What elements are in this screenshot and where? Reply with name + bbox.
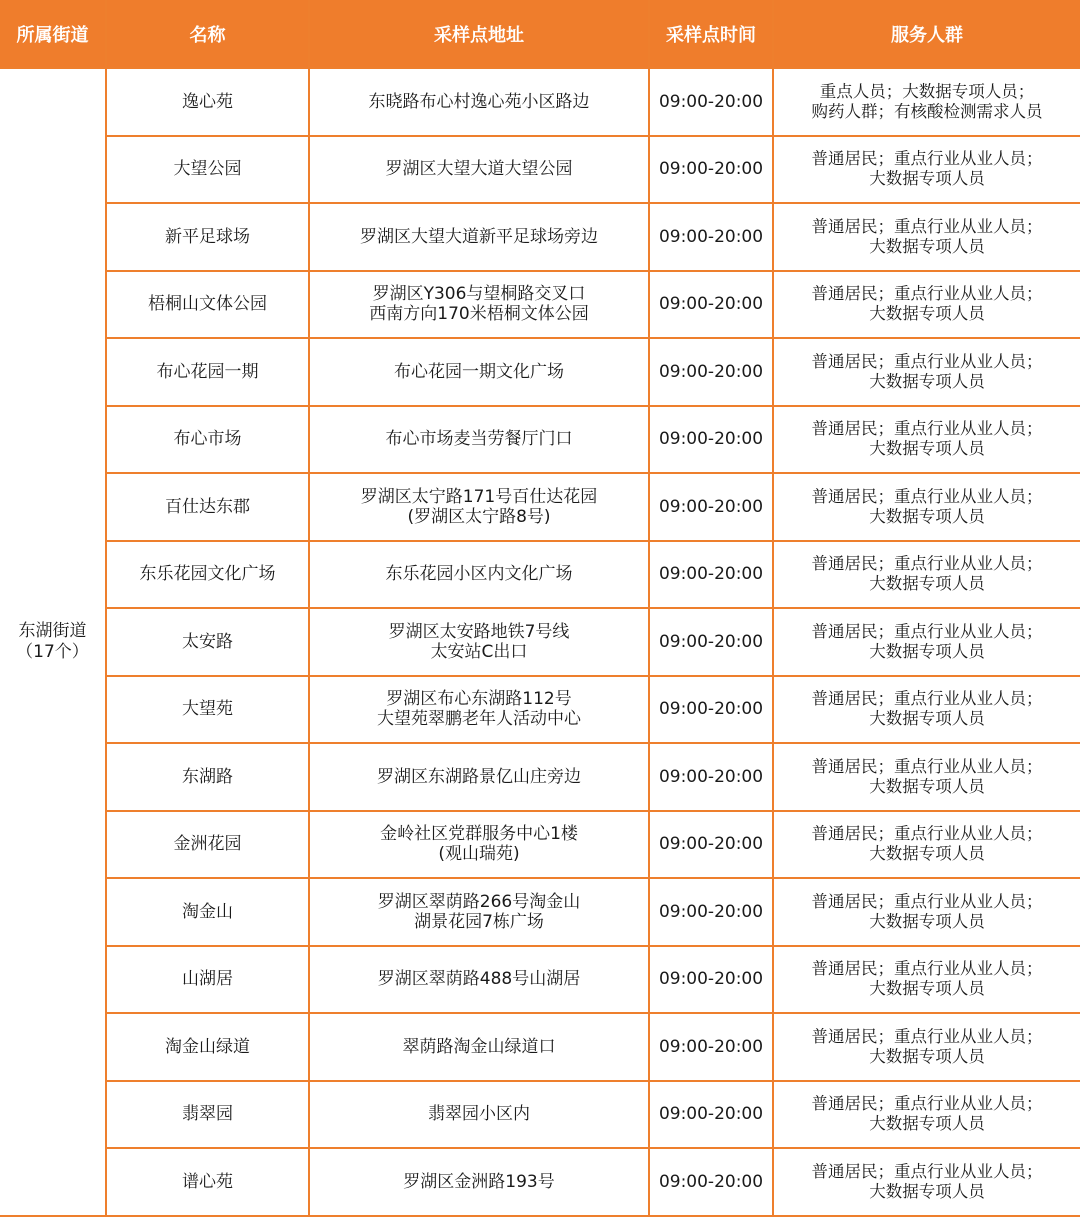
- table-row: [0, 473, 1080, 541]
- site-time: 09:00-20:00: [649, 676, 773, 744]
- site-service: [773, 608, 1080, 676]
- table-row: [0, 1148, 1080, 1216]
- service-line: 大数据专项人员: [869, 911, 985, 931]
- service-line: 大数据专项人员: [869, 506, 985, 526]
- site-address: [309, 676, 649, 744]
- site-service: [773, 68, 1080, 136]
- address-line: 罗湖区大望大道大望公园: [385, 159, 573, 180]
- service-line: 普通居民；重点行业从业人员；: [811, 689, 1043, 709]
- service-line: 普通居民；重点行业从业人员；: [811, 351, 1043, 371]
- address-line: 太安站C出口: [430, 641, 528, 662]
- site-service: [773, 676, 1080, 744]
- site-service: [773, 271, 1080, 339]
- table-row: [0, 811, 1080, 879]
- table-row: [0, 541, 1080, 609]
- service-line: 大数据专项人员: [869, 1114, 985, 1134]
- site-name: 东乐花园文化广场: [106, 541, 309, 609]
- site-service: [773, 406, 1080, 474]
- site-address: [309, 608, 649, 676]
- service-line: 普通居民；重点行业从业人员；: [811, 1026, 1043, 1046]
- site-name: 逸心苑: [106, 68, 309, 136]
- site-name: 山湖居: [106, 946, 309, 1014]
- address-line: 翡翠园小区内: [428, 1104, 530, 1125]
- table-row: [0, 136, 1080, 204]
- address-line: 大望苑翠鹏老年人活动中心: [377, 709, 581, 730]
- site-time: 09:00-20:00: [649, 541, 773, 609]
- site-time: 09:00-20:00: [649, 136, 773, 204]
- address-line: 罗湖区大望大道新平足球场旁边: [360, 226, 598, 247]
- site-name: 翡翠园: [106, 1081, 309, 1149]
- site-name: 太安路: [106, 608, 309, 676]
- site-time: 09:00-20:00: [649, 743, 773, 811]
- service-line: 普通居民；重点行业从业人员；: [811, 216, 1043, 236]
- site-service: [773, 338, 1080, 406]
- table-row: [0, 878, 1080, 946]
- header-name: 名称: [106, 0, 309, 68]
- site-service: [773, 1013, 1080, 1081]
- service-line: 普通居民；重点行业从业人员；: [811, 621, 1043, 641]
- site-name: 淘金山绿道: [106, 1013, 309, 1081]
- site-service: [773, 811, 1080, 879]
- district-name: 东湖街道: [18, 620, 87, 641]
- site-address: [309, 541, 649, 609]
- site-address: [309, 1013, 649, 1081]
- site-name: 东湖路: [106, 743, 309, 811]
- site-name: 布心市场: [106, 406, 309, 474]
- address-line: 罗湖区金洲路193号: [403, 1171, 555, 1192]
- service-line: 大数据专项人员: [869, 574, 985, 594]
- address-line: 湖景花园7栋广场: [414, 911, 544, 932]
- site-address: [309, 1081, 649, 1149]
- address-line: 西南方向170米梧桐文体公园: [369, 304, 589, 325]
- district-cell: [0, 68, 106, 1216]
- header-time: 采样点时间: [649, 0, 773, 68]
- site-time: 09:00-20:00: [649, 878, 773, 946]
- site-address: [309, 946, 649, 1014]
- address-line: 金岭社区党群服务中心1楼: [380, 824, 578, 845]
- service-line: 大数据专项人员: [869, 709, 985, 729]
- service-line: 大数据专项人员: [869, 169, 985, 189]
- service-line: 普通居民；重点行业从业人员；: [811, 486, 1043, 506]
- table-row: [0, 1013, 1080, 1081]
- address-line: 罗湖区布心东湖路112号: [386, 689, 572, 710]
- site-service: [773, 878, 1080, 946]
- address-line: 罗湖区太安路地铁7号线: [388, 621, 570, 642]
- site-service: [773, 1081, 1080, 1149]
- site-address: [309, 338, 649, 406]
- address-line: 罗湖区翠荫路488号山湖居: [377, 969, 581, 990]
- service-line: 普通居民；重点行业从业人员；: [811, 419, 1043, 439]
- address-line: 东晓路布心村逸心苑小区路边: [368, 91, 590, 112]
- service-line: 普通居民；重点行业从业人员；: [811, 1161, 1043, 1181]
- site-name: 金洲花园: [106, 811, 309, 879]
- site-address: [309, 1148, 649, 1216]
- service-line: 大数据专项人员: [869, 1046, 985, 1066]
- district-count: （17个）: [16, 641, 89, 662]
- site-time: 09:00-20:00: [649, 68, 773, 136]
- service-line: 购药人群；有核酸检测需求人员: [811, 101, 1043, 121]
- table-row: [0, 676, 1080, 744]
- address-line: 罗湖区翠荫路266号淘金山: [377, 891, 581, 912]
- site-name: 梧桐山文体公园: [106, 271, 309, 339]
- table-row: [0, 68, 1080, 136]
- table-row: [0, 1081, 1080, 1149]
- site-time: 09:00-20:00: [649, 811, 773, 879]
- service-line: 大数据专项人员: [869, 371, 985, 391]
- header-service: 服务人群: [773, 0, 1080, 68]
- service-line: 大数据专项人员: [869, 979, 985, 999]
- site-name: 布心花园一期: [106, 338, 309, 406]
- table-body: [0, 68, 1080, 1216]
- header-address: 采样点地址: [309, 0, 649, 68]
- site-name: 大望苑: [106, 676, 309, 744]
- service-line: 普通居民；重点行业从业人员；: [811, 284, 1043, 304]
- table-row: [0, 406, 1080, 474]
- site-address: [309, 136, 649, 204]
- site-time: 09:00-20:00: [649, 406, 773, 474]
- site-address: [309, 68, 649, 136]
- site-time: 09:00-20:00: [649, 473, 773, 541]
- site-address: [309, 811, 649, 879]
- site-service: [773, 743, 1080, 811]
- site-time: 09:00-20:00: [649, 946, 773, 1014]
- site-name: 谱心苑: [106, 1148, 309, 1216]
- site-time: 09:00-20:00: [649, 271, 773, 339]
- address-line: (观山瑞苑): [438, 844, 520, 865]
- site-time: 09:00-20:00: [649, 1081, 773, 1149]
- table-row: [0, 743, 1080, 811]
- site-name: 大望公园: [106, 136, 309, 204]
- service-line: 大数据专项人员: [869, 844, 985, 864]
- site-service: [773, 136, 1080, 204]
- service-line: 大数据专项人员: [869, 304, 985, 324]
- service-line: 普通居民；重点行业从业人员；: [811, 1094, 1043, 1114]
- service-line: 普通居民；重点行业从业人员；: [811, 824, 1043, 844]
- address-line: 罗湖区太宁路171号百仕达花园: [360, 486, 598, 507]
- service-line: 大数据专项人员: [869, 439, 985, 459]
- address-line: 布心市场麦当劳餐厅门口: [385, 429, 573, 450]
- site-service: [773, 203, 1080, 271]
- service-line: 普通居民；重点行业从业人员；: [811, 959, 1043, 979]
- site-address: [309, 473, 649, 541]
- service-line: 大数据专项人员: [869, 1181, 985, 1201]
- address-line: 东乐花园小区内文化广场: [385, 564, 573, 585]
- address-line: 翠荫路淘金山绿道口: [402, 1036, 556, 1057]
- service-line: 普通居民；重点行业从业人员；: [811, 891, 1043, 911]
- service-line: 普通居民；重点行业从业人员；: [811, 756, 1043, 776]
- service-line: 大数据专项人员: [869, 641, 985, 661]
- site-service: [773, 1148, 1080, 1216]
- service-line: 重点人员；大数据专项人员；: [819, 81, 1035, 101]
- site-time: 09:00-20:00: [649, 338, 773, 406]
- table-row: [0, 608, 1080, 676]
- site-service: [773, 541, 1080, 609]
- address-line: 布心花园一期文化广场: [394, 361, 564, 382]
- site-address: [309, 743, 649, 811]
- site-time: 09:00-20:00: [649, 203, 773, 271]
- service-line: 普通居民；重点行业从业人员；: [811, 149, 1043, 169]
- service-line: 大数据专项人员: [869, 776, 985, 796]
- site-address: [309, 203, 649, 271]
- site-service: [773, 473, 1080, 541]
- site-address: [309, 271, 649, 339]
- site-time: 09:00-20:00: [649, 1013, 773, 1081]
- address-line: 罗湖区Y306与望桐路交叉口: [372, 284, 586, 305]
- table-row: [0, 946, 1080, 1014]
- address-line: 罗湖区东湖路景亿山庄旁边: [377, 766, 581, 787]
- site-time: 09:00-20:00: [649, 608, 773, 676]
- site-address: [309, 878, 649, 946]
- table-row: [0, 203, 1080, 271]
- address-line: (罗湖区太宁路8号): [407, 506, 551, 527]
- site-name: 新平足球场: [106, 203, 309, 271]
- site-service: [773, 946, 1080, 1014]
- site-name: 百仕达东郡: [106, 473, 309, 541]
- table-row: [0, 271, 1080, 339]
- site-time: 09:00-20:00: [649, 1148, 773, 1216]
- header-district: 所属街道: [0, 0, 106, 68]
- header-row: [0, 0, 1080, 68]
- site-address: [309, 406, 649, 474]
- site-name: 淘金山: [106, 878, 309, 946]
- service-line: 普通居民；重点行业从业人员；: [811, 554, 1043, 574]
- table-row: [0, 338, 1080, 406]
- service-line: 大数据专项人员: [869, 236, 985, 256]
